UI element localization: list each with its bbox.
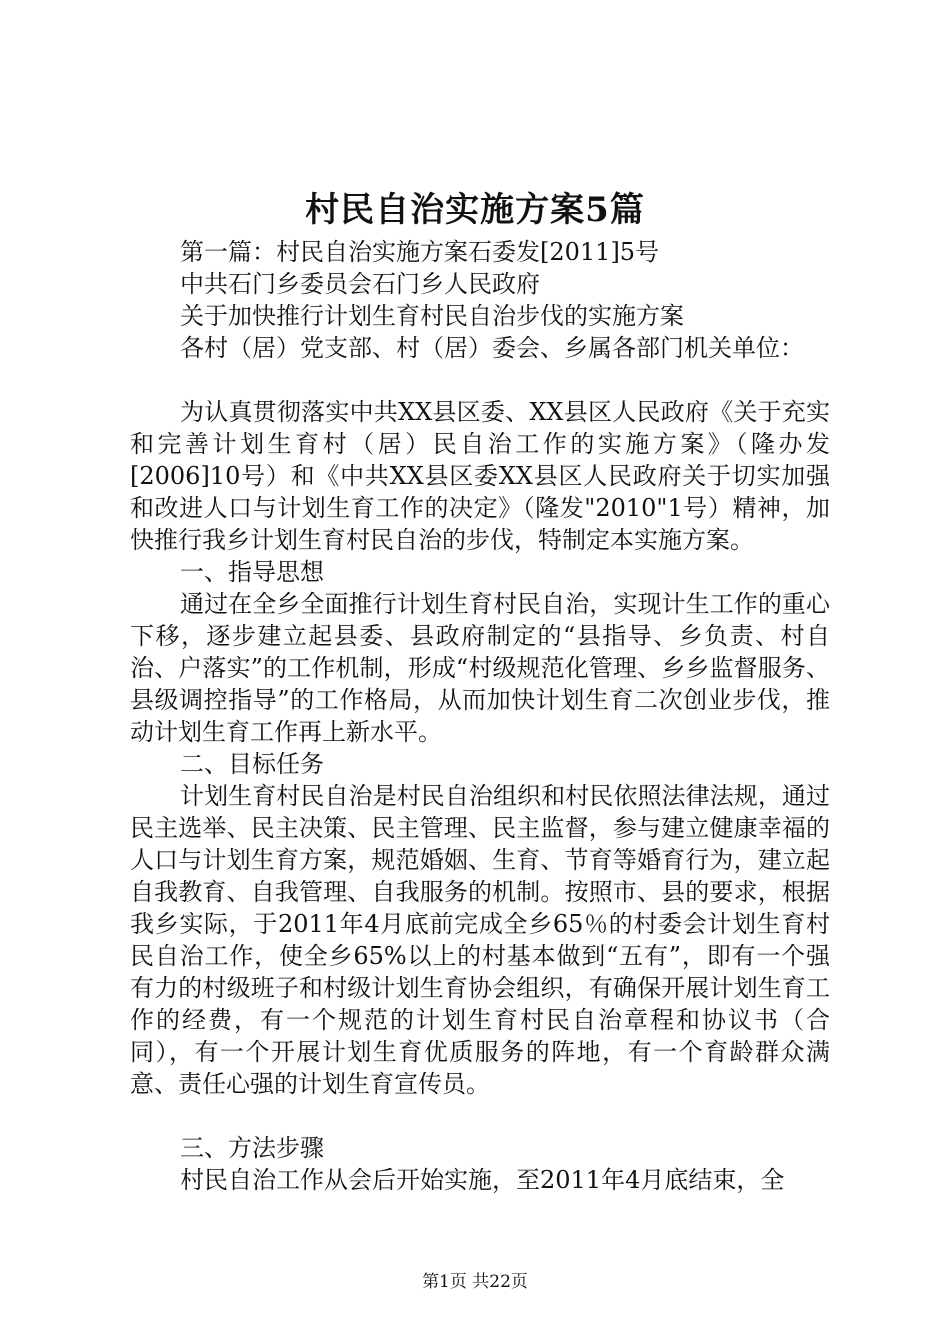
- header-line-2: 中共石门乡委员会石门乡人民政府: [180, 270, 540, 298]
- intro-paragraph: 为认真贯彻落实中共XX县区委、XX县区人民政府《关于充实和完善计划生育村（居）民自治工作的实施方案》（隆办发[2006]10号）和《中共XX县区委XX县区人民政府关于切实加强和改进人口与计划生育工作的决定》（隆发"2010"1号）精神，加快推行我乡计划生育村民自治的步伐，特制定本实施方案。: [130, 398, 830, 554]
- page-footer: 第1页 共22页: [422, 1272, 528, 1292]
- document-body: [130, 236, 830, 1196]
- section-2-paragraph: 计划生育村民自治是村民自治组织和村民依照法律法规，通过民主选举、民主决策、民主管理、民主监督，参与建立健康幸福的人口与计划生育方案，规范婚姻、生育、节育等婚育行为，建立起自我教育、自我管理、自我服务的机制。按照市、县的要求，根据我乡实际，于2011年4月底前完成全乡65％的村委会计划生育村民自治工作，使全乡65%以上的村基本做到“五有”，即有一个强有力的村级班子和村级计划生育协会组织，有确保开展计划生育工作的经费，有一个规范的计划生育村民自治章程和协议书（合同），有一个开展计划生育优质服务的阵地，有一个育龄群众满意、责任心强的计划生育宣传员。: [130, 782, 830, 1098]
- header-line-3: 关于加快推行计划生育村民自治步伐的实施方案: [180, 302, 684, 330]
- section-3-paragraph: 村民自治工作从会后开始实施，至2011年4月底结束，全: [180, 1166, 785, 1194]
- section-1-paragraph: 通过在全乡全面推行计划生育村民自治，实现计生工作的重心下移，逐步建立起县委、县政府制定的“县指导、乡负责、村自治、户落实”的工作机制，形成“村级规范化管理、乡乡监督服务、县级调控指导”的工作格局，从而加快计划生育二次创业步伐，推动计划生育工作再上新水平。: [130, 590, 830, 746]
- section-3-heading: 三、方法步骤: [180, 1134, 324, 1162]
- header-line-1: 第一篇：村民自治实施方案石委发[2011]5号: [180, 238, 660, 266]
- document-title: 村民自治实施方案5篇: [305, 190, 645, 230]
- section-1-heading: 一、指导思想: [180, 558, 324, 586]
- blank-line: [130, 364, 830, 396]
- blank-line: [130, 1100, 830, 1132]
- header-line-4: 各村（居）党支部、村（居）委会、乡属各部门机关单位：: [180, 334, 804, 362]
- section-2-heading: 二、目标任务: [180, 750, 324, 778]
